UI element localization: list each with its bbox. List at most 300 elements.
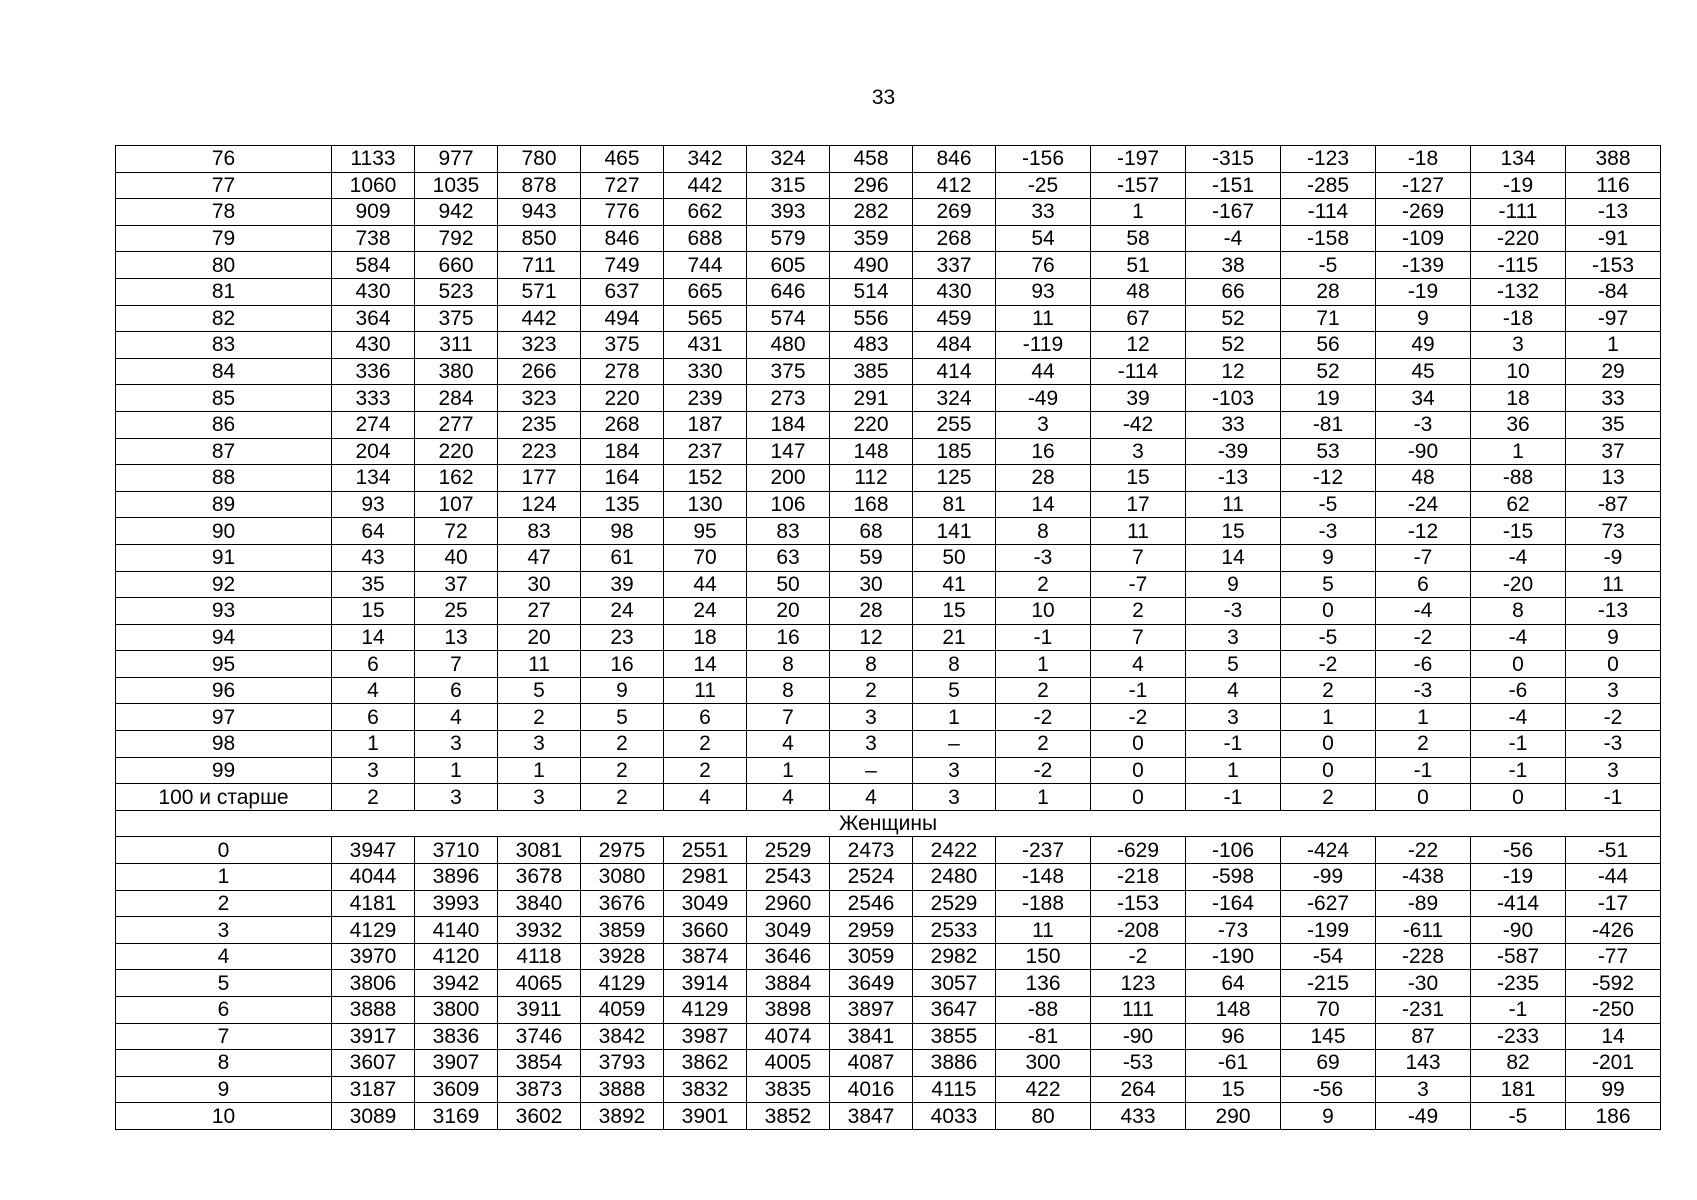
value-cell: -167 — [1186, 199, 1281, 226]
value-cell: -5 — [1281, 491, 1376, 518]
value-cell: 4140 — [415, 917, 498, 944]
value-cell: -1 — [1186, 731, 1281, 758]
value-cell: 1133 — [332, 146, 415, 173]
value-cell: -19 — [1376, 278, 1471, 305]
value-cell: 744 — [664, 252, 747, 279]
value-cell: 93 — [332, 491, 415, 518]
age-cell: 91 — [116, 544, 332, 571]
value-cell: 430 — [332, 332, 415, 359]
value-cell: -228 — [1376, 943, 1471, 970]
value-cell: -148 — [996, 864, 1091, 891]
value-cell: 4059 — [581, 997, 664, 1024]
value-cell: 44 — [996, 358, 1091, 385]
value-cell: 4065 — [498, 970, 581, 997]
value-cell: 3 — [1376, 1076, 1471, 1103]
value-cell: -99 — [1281, 864, 1376, 891]
value-cell: 4 — [415, 704, 498, 731]
value-cell: 3 — [830, 704, 913, 731]
table-row — [116, 837, 1661, 864]
value-cell: 711 — [498, 252, 581, 279]
value-cell: 909 — [332, 199, 415, 226]
age-cell: 92 — [116, 571, 332, 598]
value-cell: -2 — [1281, 651, 1376, 678]
value-cell: – — [830, 757, 913, 784]
value-cell: 324 — [747, 146, 830, 173]
value-cell: 1 — [1186, 757, 1281, 784]
age-cell: 8 — [116, 1050, 332, 1077]
table-row — [116, 438, 1661, 465]
value-cell: -237 — [996, 837, 1091, 864]
value-cell: 10 — [996, 598, 1091, 625]
table-row — [116, 358, 1661, 385]
table-row — [116, 146, 1661, 173]
value-cell: -1 — [1186, 784, 1281, 811]
table-row — [116, 571, 1661, 598]
age-cell: 96 — [116, 677, 332, 704]
table-row — [116, 943, 1661, 970]
value-cell: 3 — [1186, 704, 1281, 731]
value-cell: 0 — [1091, 757, 1186, 784]
value-cell: 81 — [913, 491, 996, 518]
value-cell: 52 — [1281, 358, 1376, 385]
value-cell: -201 — [1566, 1050, 1661, 1077]
value-cell: -17 — [1566, 890, 1661, 917]
value-cell: 62 — [1471, 491, 1566, 518]
value-cell: -4 — [1471, 704, 1566, 731]
value-cell: 73 — [1566, 518, 1661, 545]
age-cell: 82 — [116, 305, 332, 332]
value-cell: 96 — [1186, 1023, 1281, 1050]
table-row — [116, 199, 1661, 226]
value-cell: -1 — [1471, 731, 1566, 758]
value-cell: 3 — [913, 784, 996, 811]
value-cell: 2975 — [581, 837, 664, 864]
value-cell: 106 — [747, 491, 830, 518]
value-cell: 484 — [913, 332, 996, 359]
value-cell: 12 — [1091, 332, 1186, 359]
value-cell: 342 — [664, 146, 747, 173]
age-cell: 85 — [116, 385, 332, 412]
value-cell: 3602 — [498, 1103, 581, 1130]
value-cell: 1 — [1566, 332, 1661, 359]
value-cell: -153 — [1091, 890, 1186, 917]
value-cell: -90 — [1091, 1023, 1186, 1050]
value-cell: 0 — [1471, 651, 1566, 678]
value-cell: -39 — [1186, 438, 1281, 465]
value-cell: 336 — [332, 358, 415, 385]
value-cell: 56 — [1281, 332, 1376, 359]
value-cell: 9 — [1281, 544, 1376, 571]
value-cell: 490 — [830, 252, 913, 279]
value-cell: 0 — [1566, 651, 1661, 678]
value-cell: 2 — [664, 757, 747, 784]
value-cell: 70 — [664, 544, 747, 571]
value-cell: -12 — [1281, 465, 1376, 492]
value-cell: 1 — [1376, 704, 1471, 731]
value-cell: 4 — [747, 731, 830, 758]
value-cell: 145 — [1281, 1023, 1376, 1050]
value-cell: 5 — [1281, 571, 1376, 598]
value-cell: 14 — [996, 491, 1091, 518]
value-cell: 943 — [498, 199, 581, 226]
value-cell: 3970 — [332, 943, 415, 970]
value-cell: 255 — [913, 411, 996, 438]
value-cell: 40 — [415, 544, 498, 571]
value-cell: 4016 — [830, 1076, 913, 1103]
value-cell: -426 — [1566, 917, 1661, 944]
value-cell: 95 — [664, 518, 747, 545]
value-cell: 4118 — [498, 943, 581, 970]
value-cell: 4074 — [747, 1023, 830, 1050]
value-cell: 13 — [1566, 465, 1661, 492]
value-cell: -220 — [1471, 225, 1566, 252]
value-cell: 16 — [996, 438, 1091, 465]
value-cell: 3840 — [498, 890, 581, 917]
value-cell: 3187 — [332, 1076, 415, 1103]
value-cell: 134 — [1471, 146, 1566, 173]
value-cell: 13 — [415, 624, 498, 651]
value-cell: -91 — [1566, 225, 1661, 252]
value-cell: -285 — [1281, 172, 1376, 199]
value-cell: 21 — [913, 624, 996, 651]
value-cell: 2960 — [747, 890, 830, 917]
value-cell: 3854 — [498, 1050, 581, 1077]
value-cell: 28 — [1281, 278, 1376, 305]
value-cell: 3676 — [581, 890, 664, 917]
value-cell: 51 — [1091, 252, 1186, 279]
value-cell: 942 — [415, 199, 498, 226]
value-cell: 311 — [415, 332, 498, 359]
value-cell: 268 — [913, 225, 996, 252]
value-cell: 1 — [996, 651, 1091, 678]
value-cell: 3 — [913, 757, 996, 784]
value-cell: 41 — [913, 571, 996, 598]
value-cell: 2422 — [913, 837, 996, 864]
value-cell: 15 — [332, 598, 415, 625]
value-cell: 223 — [498, 438, 581, 465]
value-cell: 1 — [332, 731, 415, 758]
value-cell: 177 — [498, 465, 581, 492]
value-cell: 571 — [498, 278, 581, 305]
value-cell: 61 — [581, 544, 664, 571]
value-cell: -119 — [996, 332, 1091, 359]
value-cell: 3842 — [581, 1023, 664, 1050]
value-cell: 1 — [415, 757, 498, 784]
value-cell: 4 — [664, 784, 747, 811]
value-cell: -1 — [1376, 757, 1471, 784]
value-cell: -3 — [1566, 731, 1661, 758]
value-cell: 2 — [664, 731, 747, 758]
value-cell: -109 — [1376, 225, 1471, 252]
value-cell: 846 — [913, 146, 996, 173]
age-cell: 4 — [116, 943, 332, 970]
age-cell: 76 — [116, 146, 332, 173]
value-cell: -24 — [1376, 491, 1471, 518]
value-cell: -103 — [1186, 385, 1281, 412]
value-cell: 727 — [581, 172, 664, 199]
age-cell: 81 — [116, 278, 332, 305]
value-cell: 2529 — [913, 890, 996, 917]
value-cell: 2533 — [913, 917, 996, 944]
value-cell: 2 — [581, 757, 664, 784]
value-cell: 64 — [1186, 970, 1281, 997]
value-cell: 83 — [498, 518, 581, 545]
value-cell: 3914 — [664, 970, 747, 997]
value-cell: -215 — [1281, 970, 1376, 997]
value-cell: 2 — [581, 784, 664, 811]
value-cell: 296 — [830, 172, 913, 199]
value-cell: 2 — [1091, 598, 1186, 625]
value-cell: 9 — [1376, 305, 1471, 332]
age-cell: 95 — [116, 651, 332, 678]
value-cell: 268 — [581, 411, 664, 438]
table-row — [116, 305, 1661, 332]
value-cell: -115 — [1471, 252, 1566, 279]
value-cell: 18 — [664, 624, 747, 651]
value-cell: 124 — [498, 491, 581, 518]
value-cell: 0 — [1281, 731, 1376, 758]
value-cell: -153 — [1566, 252, 1661, 279]
value-cell: 3607 — [332, 1050, 415, 1077]
value-cell: 850 — [498, 225, 581, 252]
value-cell: 1035 — [415, 172, 498, 199]
table-row — [116, 624, 1661, 651]
value-cell: 1 — [1281, 704, 1376, 731]
value-cell: 35 — [332, 571, 415, 598]
value-cell: 3 — [1566, 757, 1661, 784]
value-cell: 3932 — [498, 917, 581, 944]
value-cell: 43 — [332, 544, 415, 571]
value-cell: 300 — [996, 1050, 1091, 1077]
value-cell: -157 — [1091, 172, 1186, 199]
value-cell: 4 — [1091, 651, 1186, 678]
value-cell: 3832 — [664, 1076, 747, 1103]
table-row — [116, 970, 1661, 997]
value-cell: 12 — [830, 624, 913, 651]
value-cell: -1 — [1471, 997, 1566, 1024]
age-cell: 87 — [116, 438, 332, 465]
value-cell: 3942 — [415, 970, 498, 997]
table-row — [116, 278, 1661, 305]
value-cell: 385 — [830, 358, 913, 385]
value-cell: 0 — [1471, 784, 1566, 811]
value-cell: -97 — [1566, 305, 1661, 332]
value-cell: 220 — [581, 385, 664, 412]
value-cell: -44 — [1566, 864, 1661, 891]
value-cell: 0 — [1281, 598, 1376, 625]
value-cell: 359 — [830, 225, 913, 252]
value-cell: 2 — [1376, 731, 1471, 758]
value-cell: 3806 — [332, 970, 415, 997]
value-cell: 646 — [747, 278, 830, 305]
value-cell: 3169 — [415, 1103, 498, 1130]
value-cell: -1 — [1091, 677, 1186, 704]
value-cell: 442 — [664, 172, 747, 199]
value-cell: 7 — [747, 704, 830, 731]
value-cell: 52 — [1186, 332, 1281, 359]
value-cell: -7 — [1091, 571, 1186, 598]
value-cell: 523 — [415, 278, 498, 305]
value-cell: 19 — [1281, 385, 1376, 412]
table-row — [116, 784, 1661, 811]
value-cell: 274 — [332, 411, 415, 438]
value-cell: 6 — [415, 677, 498, 704]
value-cell: 36 — [1471, 411, 1566, 438]
value-cell: 315 — [747, 172, 830, 199]
value-cell: 29 — [1566, 358, 1661, 385]
value-cell: 11 — [498, 651, 581, 678]
value-cell: 3081 — [498, 837, 581, 864]
value-cell: 59 — [830, 544, 913, 571]
value-cell: -190 — [1186, 943, 1281, 970]
value-cell: -13 — [1186, 465, 1281, 492]
value-cell: -235 — [1471, 970, 1566, 997]
value-cell: 24 — [664, 598, 747, 625]
value-cell: 3089 — [332, 1103, 415, 1130]
age-cell: 3 — [116, 917, 332, 944]
value-cell: 3886 — [913, 1050, 996, 1077]
value-cell: -3 — [1281, 518, 1376, 545]
value-cell: 4129 — [664, 997, 747, 1024]
value-cell: 364 — [332, 305, 415, 332]
value-cell: 375 — [747, 358, 830, 385]
table-row — [116, 1103, 1661, 1130]
value-cell: -629 — [1091, 837, 1186, 864]
value-cell: 3873 — [498, 1076, 581, 1103]
value-cell: 3 — [498, 731, 581, 758]
value-cell: 200 — [747, 465, 830, 492]
value-cell: 3907 — [415, 1050, 498, 1077]
value-cell: 99 — [1566, 1076, 1661, 1103]
population-table — [115, 145, 1661, 1130]
value-cell: -611 — [1376, 917, 1471, 944]
value-cell: 3080 — [581, 864, 664, 891]
age-cell: 93 — [116, 598, 332, 625]
value-cell: 184 — [581, 438, 664, 465]
value-cell: 330 — [664, 358, 747, 385]
table-row — [116, 864, 1661, 891]
value-cell: -6 — [1376, 651, 1471, 678]
value-cell: 3897 — [830, 997, 913, 1024]
value-cell: 33 — [996, 199, 1091, 226]
value-cell: 15 — [1186, 518, 1281, 545]
value-cell: 71 — [1281, 305, 1376, 332]
value-cell: -12 — [1376, 518, 1471, 545]
value-cell: 2473 — [830, 837, 913, 864]
page-number: 33 — [871, 86, 896, 109]
value-cell: 11 — [1186, 491, 1281, 518]
value-cell: 12 — [1186, 358, 1281, 385]
value-cell: 6 — [1376, 571, 1471, 598]
value-cell: 33 — [1186, 411, 1281, 438]
table-row — [116, 465, 1661, 492]
value-cell: 4044 — [332, 864, 415, 891]
value-cell: -123 — [1281, 146, 1376, 173]
value-cell: 574 — [747, 305, 830, 332]
value-cell: -90 — [1376, 438, 1471, 465]
value-cell: 266 — [498, 358, 581, 385]
value-cell: -73 — [1186, 917, 1281, 944]
value-cell: 3 — [415, 784, 498, 811]
value-cell: -250 — [1566, 997, 1661, 1024]
value-cell: 3049 — [664, 890, 747, 917]
value-cell: 50 — [747, 571, 830, 598]
age-cell: 5 — [116, 970, 332, 997]
value-cell: -218 — [1091, 864, 1186, 891]
value-cell: 3911 — [498, 997, 581, 1024]
value-cell: -49 — [1376, 1103, 1471, 1130]
table-row — [116, 997, 1661, 1024]
value-cell: -19 — [1471, 864, 1566, 891]
value-cell: 53 — [1281, 438, 1376, 465]
value-cell: 35 — [1566, 411, 1661, 438]
value-cell: 3898 — [747, 997, 830, 1024]
value-cell: 4 — [332, 677, 415, 704]
value-cell: 480 — [747, 332, 830, 359]
value-cell: 147 — [747, 438, 830, 465]
value-cell: -3 — [1376, 411, 1471, 438]
value-cell: -51 — [1566, 837, 1661, 864]
value-cell: 25 — [415, 598, 498, 625]
value-cell: 6 — [332, 651, 415, 678]
value-cell: 1060 — [332, 172, 415, 199]
value-cell: 2 — [498, 704, 581, 731]
value-cell: -114 — [1091, 358, 1186, 385]
value-cell: 3 — [1186, 624, 1281, 651]
value-cell: 277 — [415, 411, 498, 438]
value-cell: -18 — [1376, 146, 1471, 173]
value-cell: -132 — [1471, 278, 1566, 305]
age-cell: 98 — [116, 731, 332, 758]
value-cell: 3 — [830, 731, 913, 758]
value-cell: -61 — [1186, 1050, 1281, 1077]
value-cell: 123 — [1091, 970, 1186, 997]
value-cell: -49 — [996, 385, 1091, 412]
value-cell: -208 — [1091, 917, 1186, 944]
value-cell: 3901 — [664, 1103, 747, 1130]
value-cell: -54 — [1281, 943, 1376, 970]
value-cell: -42 — [1091, 411, 1186, 438]
value-cell: 1 — [747, 757, 830, 784]
value-cell: 3888 — [581, 1076, 664, 1103]
value-cell: -151 — [1186, 172, 1281, 199]
value-cell: 4 — [1186, 677, 1281, 704]
value-cell: 3928 — [581, 943, 664, 970]
value-cell: 556 — [830, 305, 913, 332]
age-cell: 79 — [116, 225, 332, 252]
value-cell: -127 — [1376, 172, 1471, 199]
value-cell: 93 — [996, 278, 1091, 305]
value-cell: 9 — [1566, 624, 1661, 651]
value-cell: 3059 — [830, 943, 913, 970]
value-cell: 87 — [1376, 1023, 1471, 1050]
value-cell: 3 — [1091, 438, 1186, 465]
value-cell: 565 — [664, 305, 747, 332]
table-row — [116, 651, 1661, 678]
value-cell: 776 — [581, 199, 664, 226]
value-cell: 8 — [1471, 598, 1566, 625]
value-cell: 76 — [996, 252, 1091, 279]
value-cell: 48 — [1091, 278, 1186, 305]
value-cell: 688 — [664, 225, 747, 252]
value-cell: 323 — [498, 332, 581, 359]
value-cell: 2 — [1281, 784, 1376, 811]
value-cell: -22 — [1376, 837, 1471, 864]
value-cell: 2 — [996, 571, 1091, 598]
value-cell: 30 — [830, 571, 913, 598]
value-cell: 220 — [415, 438, 498, 465]
value-cell: 82 — [1471, 1050, 1566, 1077]
